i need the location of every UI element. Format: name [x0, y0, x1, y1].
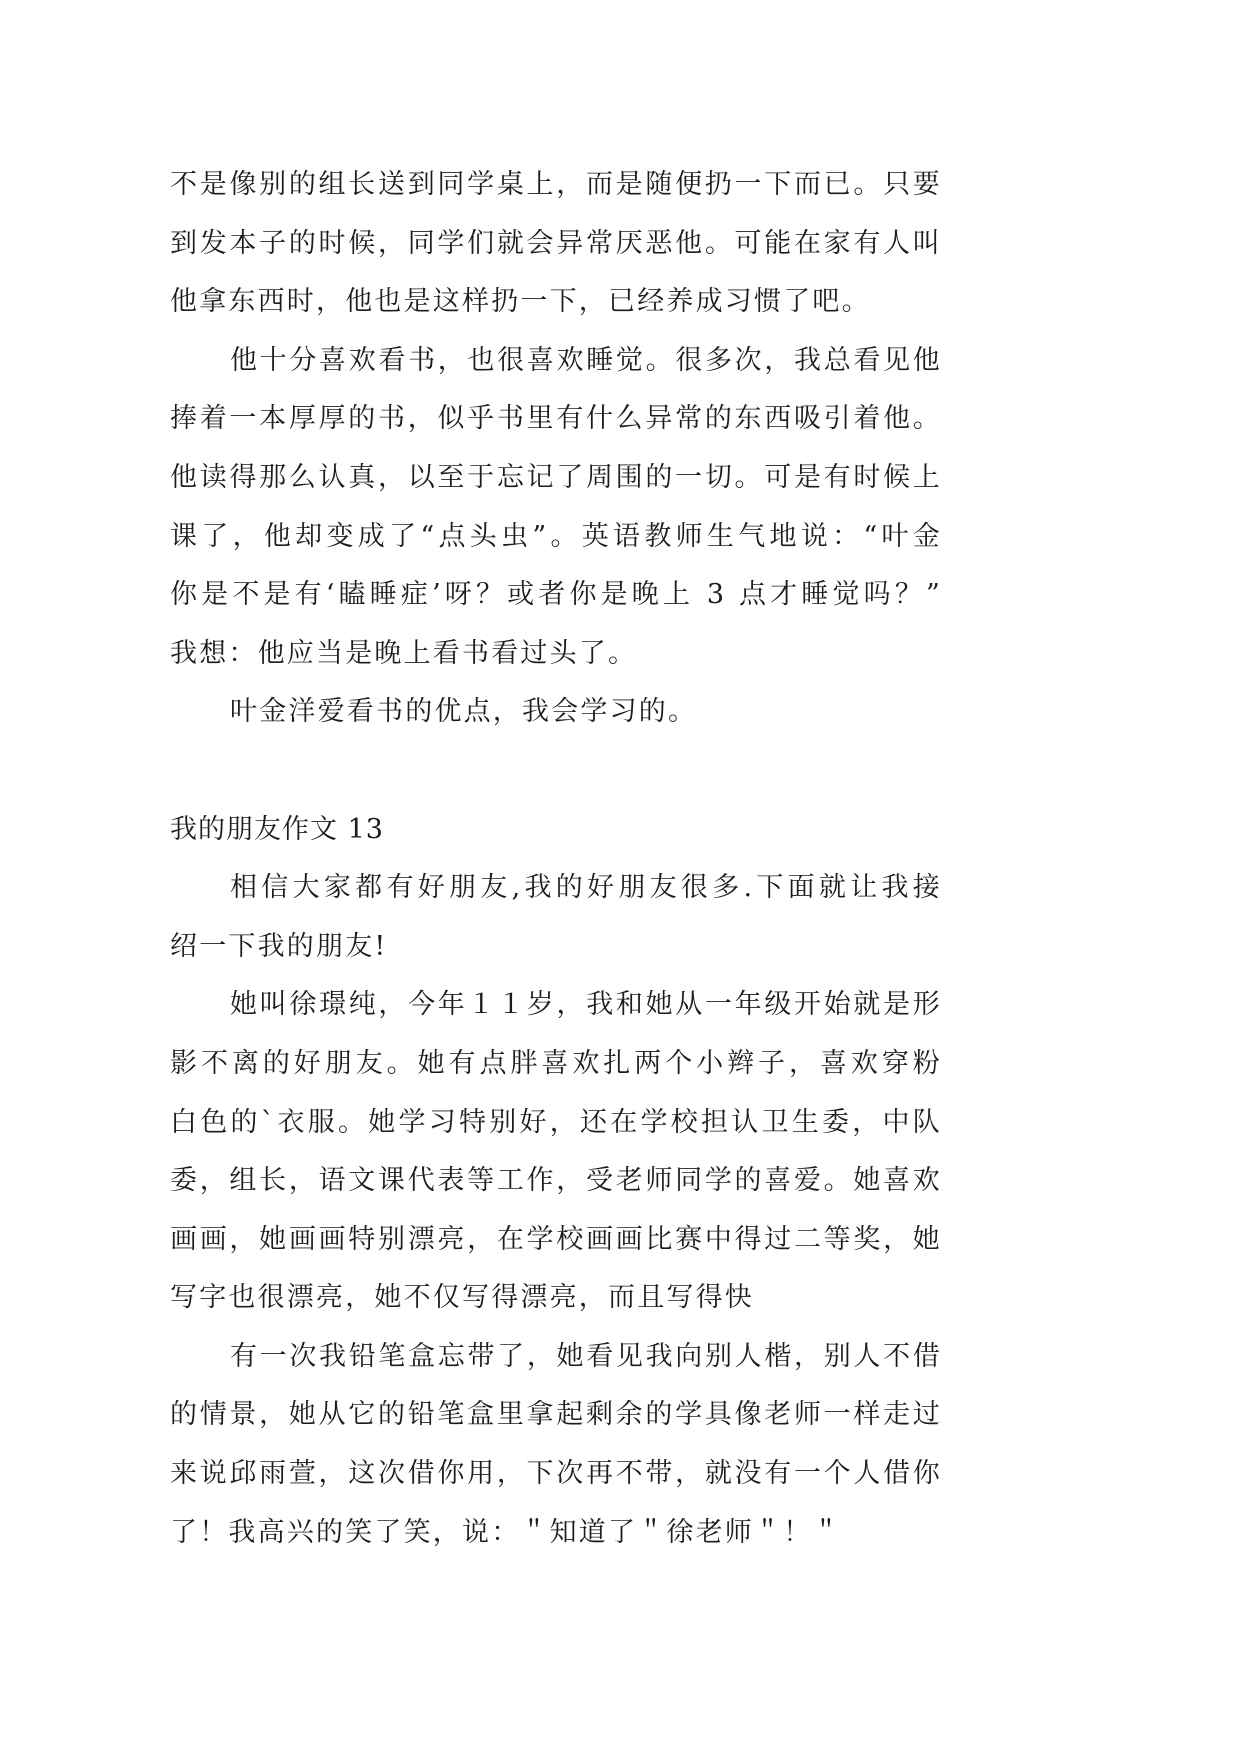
text-line: 白色的`衣服。她学习特别好，还在学校担认卫生委，中队: [170, 1106, 942, 1138]
text-line: 叶金洋爱看书的优点，我会学习的。: [230, 696, 698, 728]
text-line: 有一次我铅笔盒忘带了，她看见我向别人楷，别人不借: [230, 1340, 942, 1372]
paragraph-gap: [170, 742, 942, 801]
essay-title: 我的朋友作文 13: [170, 813, 384, 845]
paragraph: [170, 1328, 942, 1562]
text-line: 不是像别的组长送到同学桌上，而是随便扔一下而已。只要: [170, 169, 942, 200]
text-line: 我想：他应当是晚上看书看过头了。: [170, 637, 638, 669]
text-line: 写字也很漂亮，她不仅写得漂亮，而且写得快: [170, 1282, 754, 1314]
text-line: 来说邱雨萱，这次借你用，下次再不带，就没有一个人借你: [170, 1458, 942, 1490]
text-line: 到发本子的时候，同学们就会异常厌恶他。可能在家有人叫: [170, 227, 942, 259]
text-line: 了！我高兴的笑了笑，说：＂知道了＂徐老师＂！＂: [170, 1516, 842, 1548]
text-line: 你是不是有‘瞌睡症’呀？或者你是晚上 3 点才睡觉吗？”: [170, 579, 942, 611]
paragraph: [170, 332, 942, 684]
text-line: 捧着一本厚厚的书，似乎书里有什么异常的东西吸引着他。: [170, 403, 942, 435]
text-line: 画画，她画画特别漂亮，在学校画画比赛中得过二等奖，她: [170, 1223, 942, 1255]
text-line: 的情景，她从它的铅笔盒里拿起剩余的学具像老师一样走过: [170, 1399, 942, 1431]
document-body: [170, 156, 942, 1562]
text-line: 影不离的好朋友。她有点胖喜欢扎两个小辫子，喜欢穿粉: [170, 1047, 942, 1079]
paragraph: [170, 859, 942, 976]
text-line: 他十分喜欢看书，也很喜欢睡觉。很多次，我总看见他: [230, 344, 942, 376]
text-line: 课了，他却变成了“点头虫”。英语教师生气地说：“叶金: [170, 520, 942, 552]
text-line: 他读得那么认真，以至于忘记了周围的一切。可是有时候上: [170, 461, 942, 493]
paragraph: [170, 683, 942, 742]
text-line: 相信大家都有好朋友,我的好朋友很多.下面就让我接: [230, 872, 942, 904]
paragraph: [170, 156, 942, 332]
text-line: 她叫徐璟纯，今年１１岁，我和她从一年级开始就是形: [230, 989, 942, 1021]
text-line: 绍一下我的朋友!: [170, 930, 388, 962]
text-line: 委，组长，语文课代表等工作，受老师同学的喜爱。她喜欢: [170, 1165, 942, 1197]
text-line: 他拿东西时，他也是这样扔一下，已经养成习惯了吧。: [170, 286, 871, 318]
paragraph: [170, 976, 942, 1328]
